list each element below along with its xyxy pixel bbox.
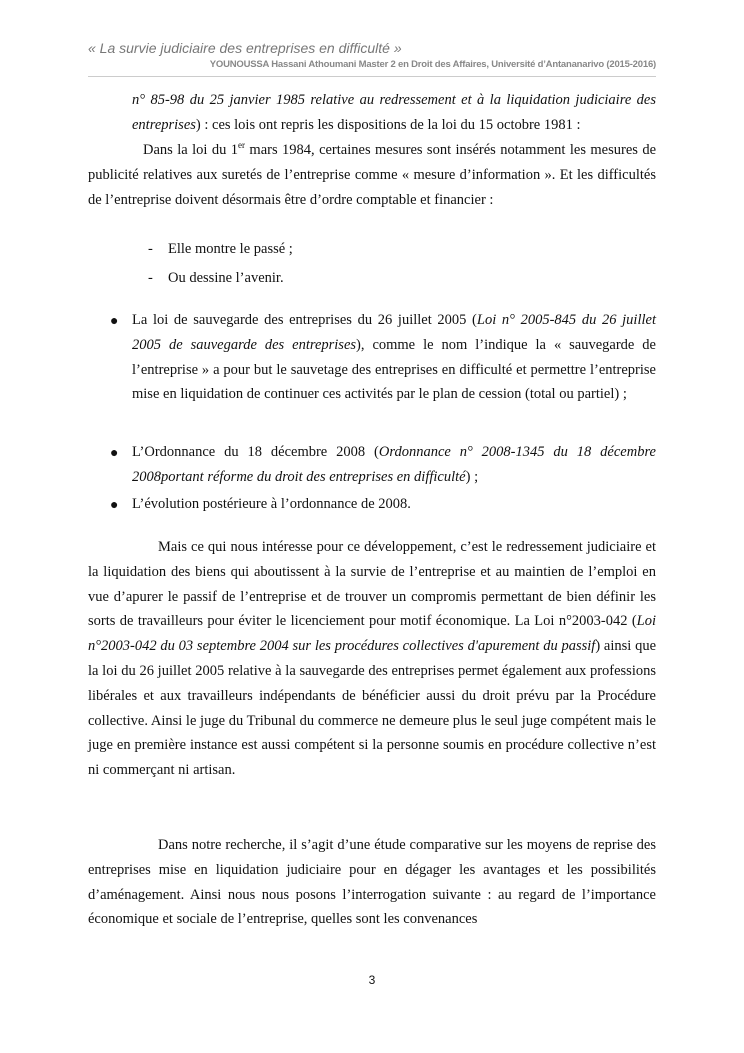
paragraph-law-reference: n° 85-98 du 25 janvier 1985 relative au redressement et à la liquidation judiciaire des entreprises) : ces lois ont repris les dispositions de la loi du 15 octobre 1981 : (132, 92, 656, 133)
paragraph-redressement: Mais ce qui nous intéresse pour ce développement, c’est le redressement judiciaire et la liquidation des biens qui aboutissent à la survie de l’entreprise et au maintien de l’emploi en vue d’apurer le passif de l’entreprise et de trouver un compromis permettant de bien définir les sorts de travailleurs pour éviter le licenciement pour motif économique. La Loi n°2003-042 (Loi n°2003-042 du 03 septembre 2004 sur les procédures collectives d'apurement du passif) ainsi que la loi du 26 juillet 2005 relative à la sauvegarde des entreprises permet également aux professions libérales et aux travailleurs indépendants de bénéficier aussi du droit prévu par la Procédure collective. Ainsi le juge du Tribunal du commerce ne demeure plus le seul juge compétent mais le juge en première instance est aussi compétent si la personne soumis en procédure collective n’est ni commerçant ni artisan. (88, 539, 657, 779)
bullet-icon: ● (110, 498, 119, 513)
bullet-icon: ● (110, 314, 119, 329)
bullet-item-2005-law: La loi de sauvegarde des entreprises du 26 juillet 2005 (Loi n° 2005-845 du 26 juillet 2005 de sauvegarde des entreprises), comme le nom l’indique la « sauvegarde de l’entreprise » a pour but le sauvetage des entreprises en difficulté et permettre l’entreprise mise en liquidation de continuer ces activités par le plan de cession (total ou partiel) ; (132, 312, 656, 403)
header-divider (88, 76, 656, 77)
law-reference: n° 85-98 du 25 janvier 1985 relative au redressement et à la liquidation judiciaire des entreprises (132, 92, 656, 133)
page-number: 3 (368, 973, 376, 987)
header-title: « La survie judiciaire des entreprises en difficulté » (88, 40, 402, 56)
bullet-icon: ● (110, 446, 119, 461)
dash-marker: - (148, 270, 153, 286)
header-subtitle: YOUNOUSSA Hassani Athoumani Master 2 en Droit des Affaires, Université d’Antananarivo (2015-2016) (209, 59, 656, 70)
paragraph-research: Dans notre recherche, il s’agit d’une étude comparative sur les moyens de reprise des entreprises mise en liquidation judiciaire pour en dégager les avantages et les possibilités d’aménagement. Ainsi nous nous posons l’interrogation suivante : au regard de l’importance économique et sociale de l’entreprise, quelles sont les convenances (88, 837, 656, 928)
bullet-item-evolution: L’évolution postérieure à l’ordonnance de 2008. (132, 496, 411, 512)
paragraph-1984-law: Dans la loi du 1er mars 1984, certaines mesures sont insérés notamment les mesures de publicité relatives aux suretés de l’entreprise comme « mesure d’information ». Et les difficultés de l’entreprise doivent désormais être d’ordre comptable et financier : (88, 140, 657, 208)
dash-marker: - (148, 241, 153, 257)
dash-item: Elle montre le passé ; (168, 241, 293, 257)
dash-item: Ou dessine l’avenir. (168, 270, 284, 286)
bullet-item-2008-ordinance: L’Ordonnance du 18 décembre 2008 (Ordonnance n° 2008-1345 du 18 décembre 2008portant réforme du droit des entreprises en difficulté) ; (132, 444, 656, 485)
